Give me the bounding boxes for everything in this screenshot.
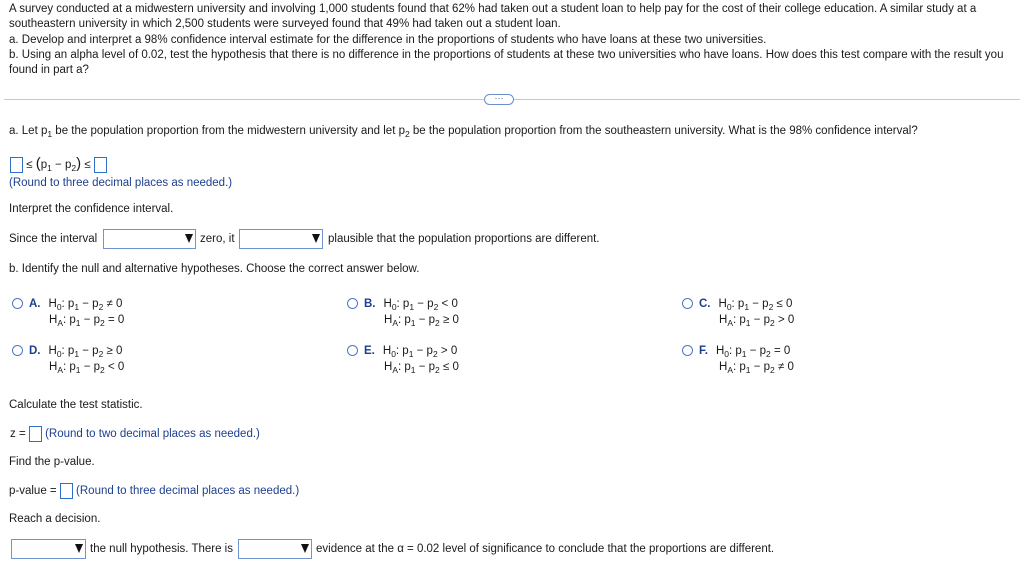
interval-contains-dropdown[interactable]	[103, 229, 196, 249]
plausibility-dropdown[interactable]	[239, 229, 323, 249]
option-f-radio[interactable]	[682, 345, 693, 356]
option-d[interactable]: D. $H_0$: $p_1 - p_2 \ge 0$ $H_A$: $p_1 - p_2 < 0$	[12, 345, 122, 359]
z-row: z = (Round to two decimal places as needed.)	[10, 426, 260, 442]
ci-round-note: (Round to three decimal places as needed.)	[9, 177, 233, 189]
chevron-down-icon	[301, 544, 309, 553]
decision-dropdown[interactable]	[11, 539, 86, 559]
since-interval-label: Since the interval	[9, 233, 98, 245]
option-e-radio[interactable]	[347, 345, 358, 356]
problem-line-5: found in part a?	[9, 64, 89, 77]
problem-line-2: southeastern university in which 2,500 students were surveyed found that 49% had taken out a student loan.	[9, 18, 561, 31]
option-c[interactable]: C. $H_0$: $p_1 - p_2 \le 0$ $H_A$: $p_1 - p_2 > 0$	[682, 298, 792, 312]
find-p-value-label: Find the p-value.	[9, 456, 95, 468]
evidence-label: evidence at the α = 0.02 level of significance to conclude that the proportions are different.	[316, 543, 775, 555]
evidence-dropdown[interactable]	[238, 539, 312, 559]
problem-line-3: a. Develop and interpret a 98% confidence interval estimate for the difference in the proportions of students who have loans at these two universities.	[9, 33, 767, 46]
ci-lower-input[interactable]	[10, 157, 23, 173]
part-a-question: a. Let $p_1$ be the population proportion from the midwestern university and let $p_2$ be the population proportion from the southeastern university. What is the 98% confidence interval?	[9, 125, 918, 139]
p-round-note: (Round to three decimal places as needed.)	[76, 485, 300, 498]
p-value-input[interactable]	[60, 483, 73, 499]
option-a[interactable]: A. $H_0$: $p_1 - p_2 \ne 0$ $H_A$: $p_1 - p_2 = 0$	[12, 298, 122, 312]
expand-more-button[interactable]: ···	[484, 94, 514, 105]
null-hypothesis-label: the null hypothesis. There is	[90, 543, 233, 555]
ci-upper-input[interactable]	[94, 157, 107, 173]
option-c-radio[interactable]	[682, 298, 693, 309]
z-round-note: (Round to two decimal places as needed.)	[45, 428, 260, 441]
p-value-row: p-value = (Round to three decimal places as needed.)	[9, 483, 299, 499]
chevron-down-icon	[185, 234, 193, 243]
interpret-label: Interpret the confidence interval.	[9, 203, 174, 215]
option-d-radio[interactable]	[12, 345, 23, 356]
problem-line-4: b. Using an alpha level of 0.02, test the hypothesis that there is no difference in the proportions of students at these two universities who have loans. How does this test compare with the result you	[9, 48, 1004, 61]
problem-statement	[9, 2, 1014, 78]
calc-test-statistic-label: Calculate the test statistic.	[9, 399, 143, 411]
confidence-interval-row: ≤ $(p_1 - p_2)$ ≤	[10, 155, 107, 173]
option-a-radio[interactable]	[12, 298, 23, 309]
z-input[interactable]	[29, 426, 42, 442]
option-b[interactable]: B. $H_0$: $p_1 - p_2 < 0$ $H_A$: $p_1 - p_2 \ge 0$	[347, 298, 458, 312]
plausible-label: plausible that the population proportions are different.	[328, 233, 600, 245]
problem-line-1: A survey conducted at a midwestern university and involving 1,000 students found that 62% had taken out a student loan to help pay for the cost of their college education. A similar study at a	[9, 3, 977, 15]
reach-decision-label: Reach a decision.	[9, 513, 101, 525]
chevron-down-icon	[312, 234, 320, 243]
option-f[interactable]: F. $H_0$: $p_1 - p_2 = 0$ $H_A$: $p_1 - p_2 \ne 0$	[682, 345, 790, 359]
zero-it-label: zero, it	[200, 233, 235, 245]
option-b-radio[interactable]	[347, 298, 358, 309]
chevron-down-icon	[75, 544, 83, 553]
option-e[interactable]: E. $H_0$: $p_1 - p_2 > 0$ $H_A$: $p_1 - p_2 \le 0$	[347, 345, 457, 359]
part-b-question: b. Identify the null and alternative hypotheses. Choose the correct answer below.	[9, 263, 420, 275]
